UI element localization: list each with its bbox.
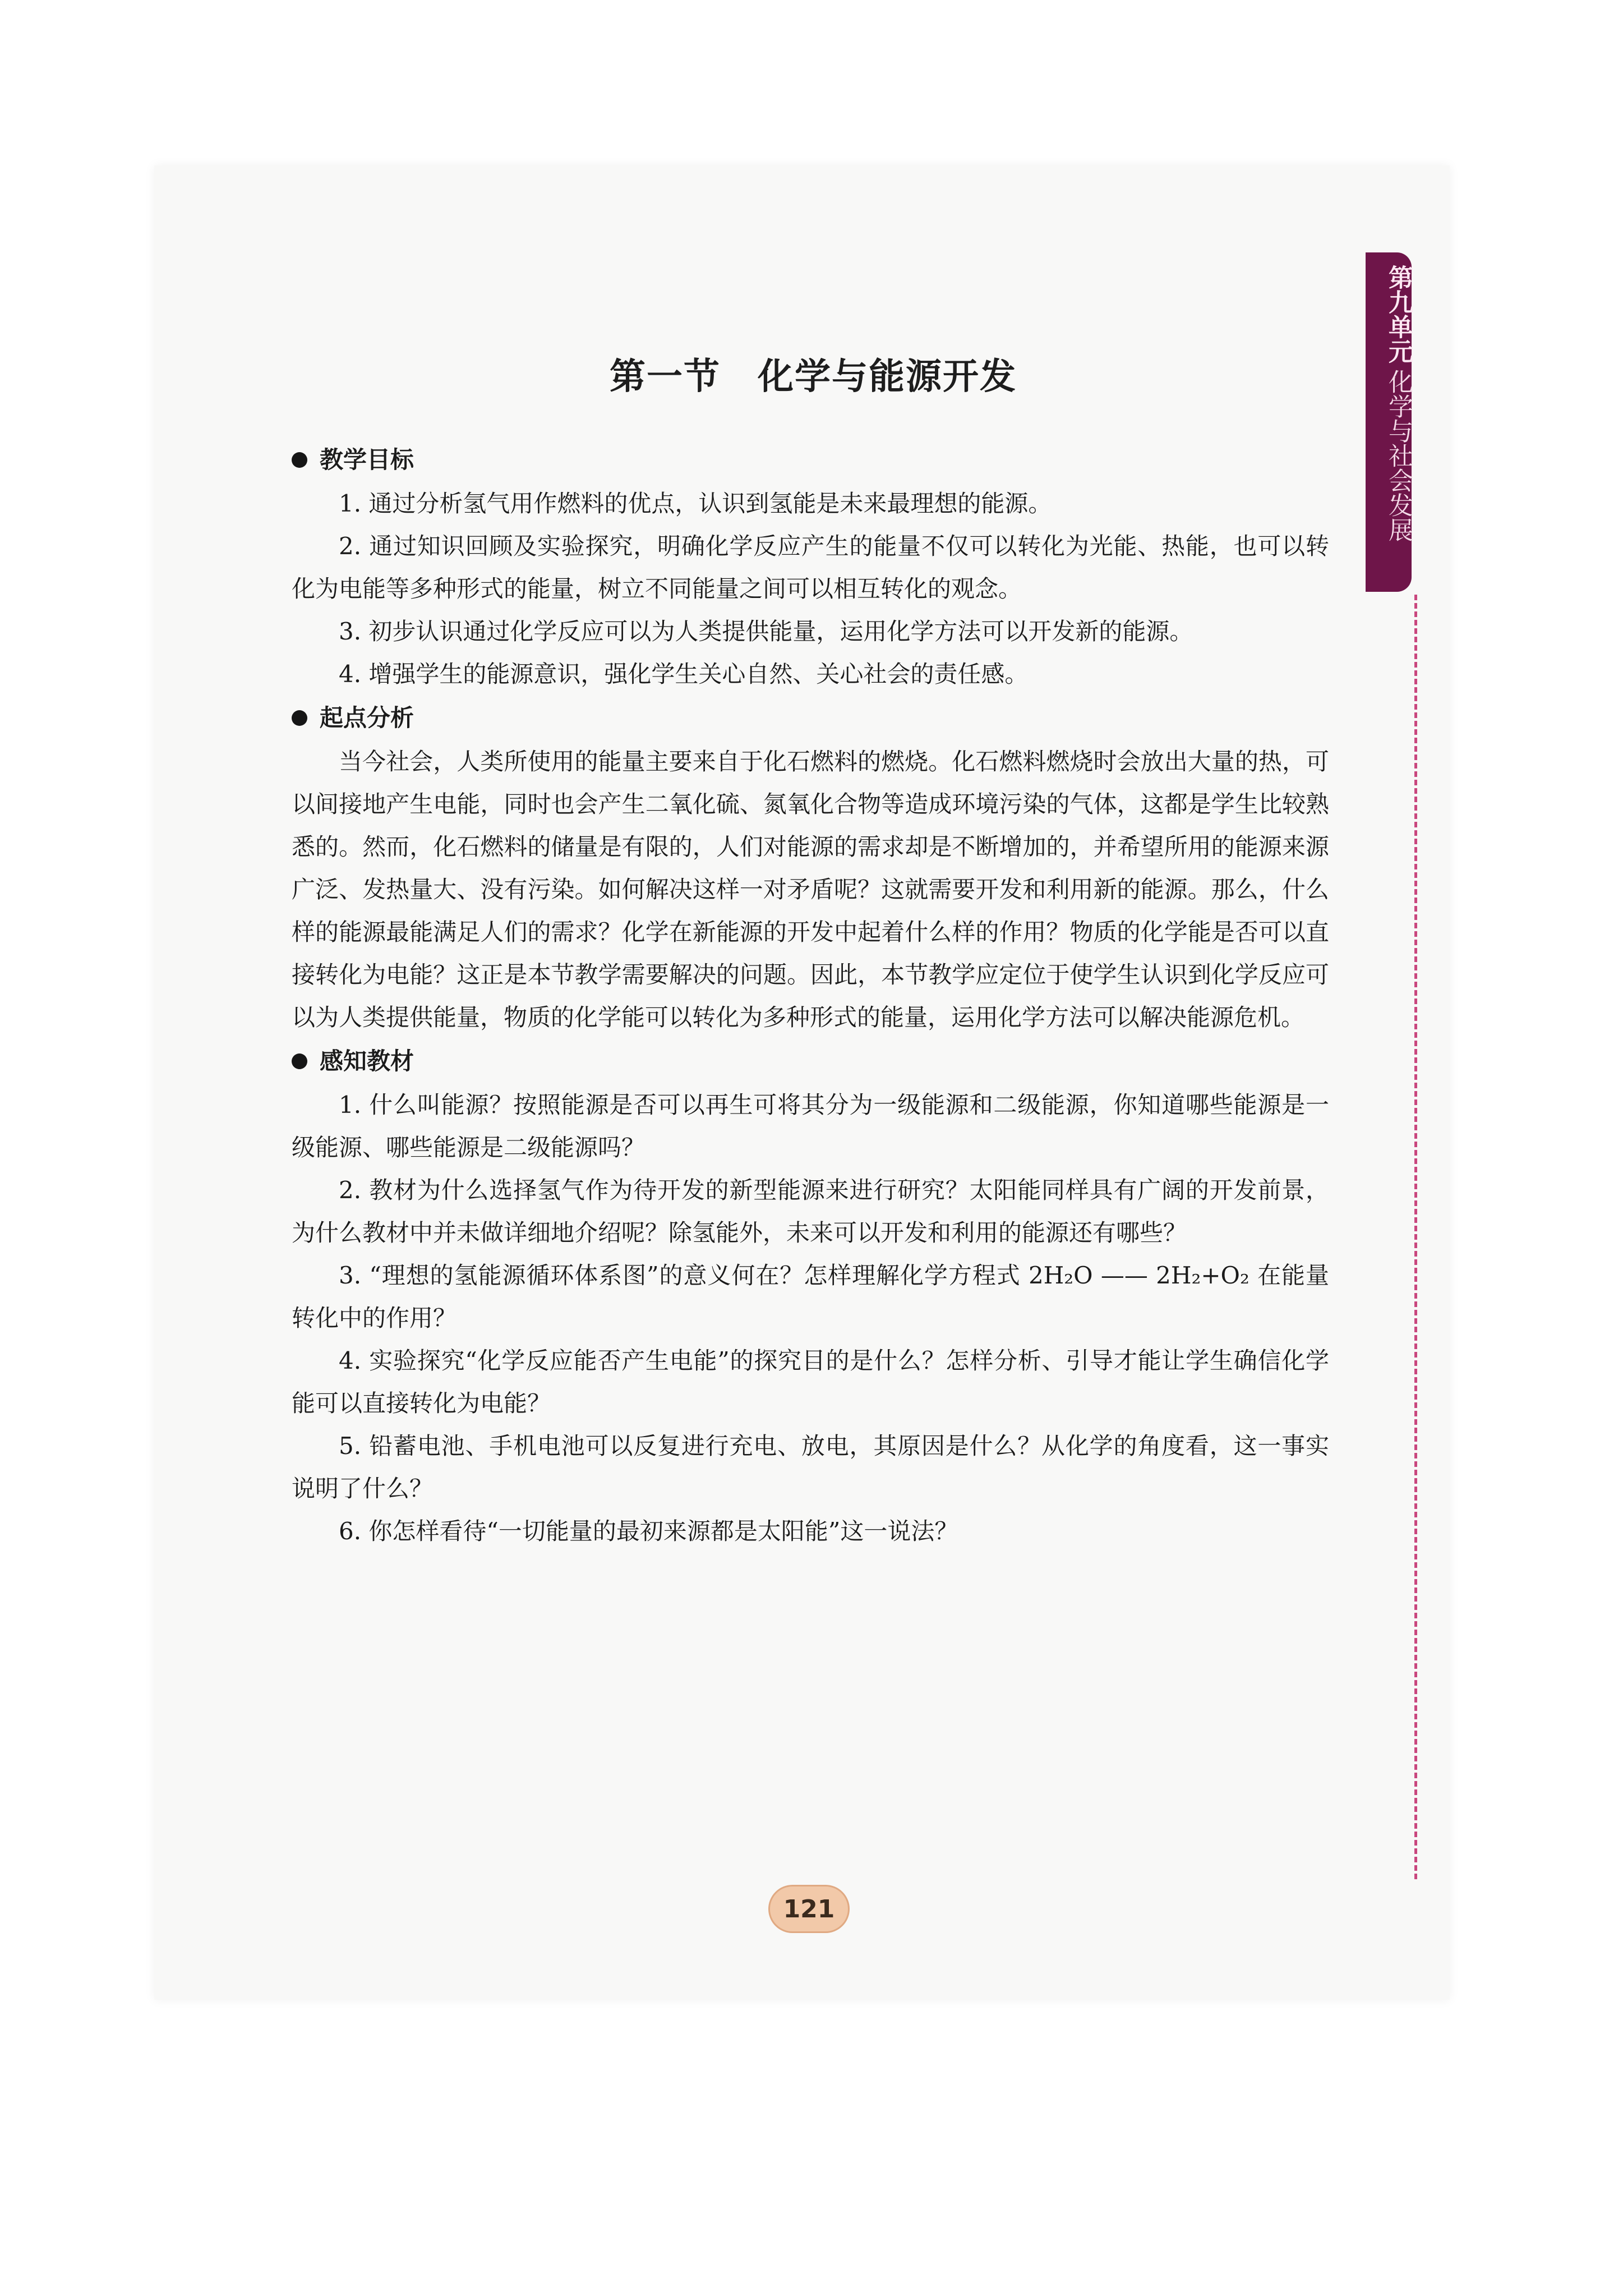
section-heading xyxy=(292,1039,1329,1084)
section-materials xyxy=(292,1039,1329,1553)
section-starting-point xyxy=(292,696,1329,1039)
section-heading xyxy=(292,438,1329,482)
paragraph: 3. “理想的氢能源循环体系图”的意义何在？怎样理解化学方程式 2H₂O —— 2H₂+O₂ 在能量转化中的作用？ xyxy=(292,1262,1329,1332)
paragraph: 1. 什么叫能源？按照能源是否可以再生可将其分为一级能源和二级能源，你知道哪些能源是一级能源、哪些能源是二级能源吗？ xyxy=(292,1091,1329,1161)
paragraph: 2. 通过知识回顾及实验探究，明确化学反应产生的能量不仅可以转化为光能、热能，也可以转化为电能等多种形式的能量，树立不同能量之间可以相互转化的观念。 xyxy=(292,532,1329,602)
bullet-icon xyxy=(292,710,307,726)
section-heading-text: 起点分析 xyxy=(320,704,414,731)
side-dashed-rule xyxy=(1414,595,1417,1879)
paragraph: 3. 初步认识通过化学反应可以为人类提供能量，运用化学方法可以开发新的能源。 xyxy=(339,618,1193,645)
paragraph: 5. 铅蓄电池、手机电池可以反复进行充电、放电，其原因是什么？从化学的角度看，这一事实说明了什么？ xyxy=(292,1432,1329,1502)
paragraph: 4. 增强学生的能源意识，强化学生关心自然、关心社会的责任感。 xyxy=(339,660,1029,688)
side-tab-unit: 第九单元 xyxy=(1384,265,1413,364)
section-heading-text: 感知教材 xyxy=(320,1047,414,1075)
page-number: 121 xyxy=(768,1885,850,1933)
paragraph: 6. 你怎样看待“一切能量的最初来源都是太阳能”这一说法？ xyxy=(339,1517,958,1545)
paragraph: 4. 实验探究“化学反应能否产生电能”的探究目的是什么？怎样分析、引导才能让学生确信化学能可以直接转化为电能？ xyxy=(292,1347,1329,1417)
main-content xyxy=(292,438,1329,1553)
paragraph: 当今社会，人类所使用的能量主要来自于化石燃料的燃烧。化石燃料燃烧时会放出大量的热，可以间接地产生电能，同时也会产生二氧化硫、氮氧化合物等造成环境污染的气体，这都是学生比较熟悉的。然而，化石燃料的储量是有限的，人们对能源的需求却是不断增加的，并希望所用的能源来源广泛、发热量大、没有污染。如何解决这样一对矛盾呢？这就需要开发和利用新的能源。那么，什么样的能源最能满足人们的需求？化学在新能源的开发中起着什么样的作用？物质的化学能是否可以直接转化为电能？这正是本节教学需要解决的问题。因此，本节教学应定位于使学生认识到化学反应可以为人类提供能量，物质的化学能可以转化为多种形式的能量，运用化学方法可以解决能源危机。 xyxy=(292,748,1329,1031)
unit-side-tab xyxy=(1366,252,1412,592)
page-title: 第一节 化学与能源开发 xyxy=(610,356,1017,398)
section-objectives xyxy=(292,438,1329,696)
paragraph: 1. 通过分析氢气用作燃料的优点，认识到氢能是未来最理想的能源。 xyxy=(339,490,1052,517)
side-tab-subject: 化学与社会发展 xyxy=(1384,369,1413,542)
section-heading xyxy=(292,696,1329,740)
bullet-icon xyxy=(292,1053,307,1069)
paragraph: 2. 教材为什么选择氢气作为待开发的新型能源来进行研究？太阳能同样具有广阔的开发前景，为什么教材中并未做详细地介绍呢？除氢能外，未来可以开发和利用的能源还有哪些？ xyxy=(292,1176,1329,1246)
section-heading-text: 教学目标 xyxy=(320,446,414,473)
bullet-icon xyxy=(292,452,307,468)
